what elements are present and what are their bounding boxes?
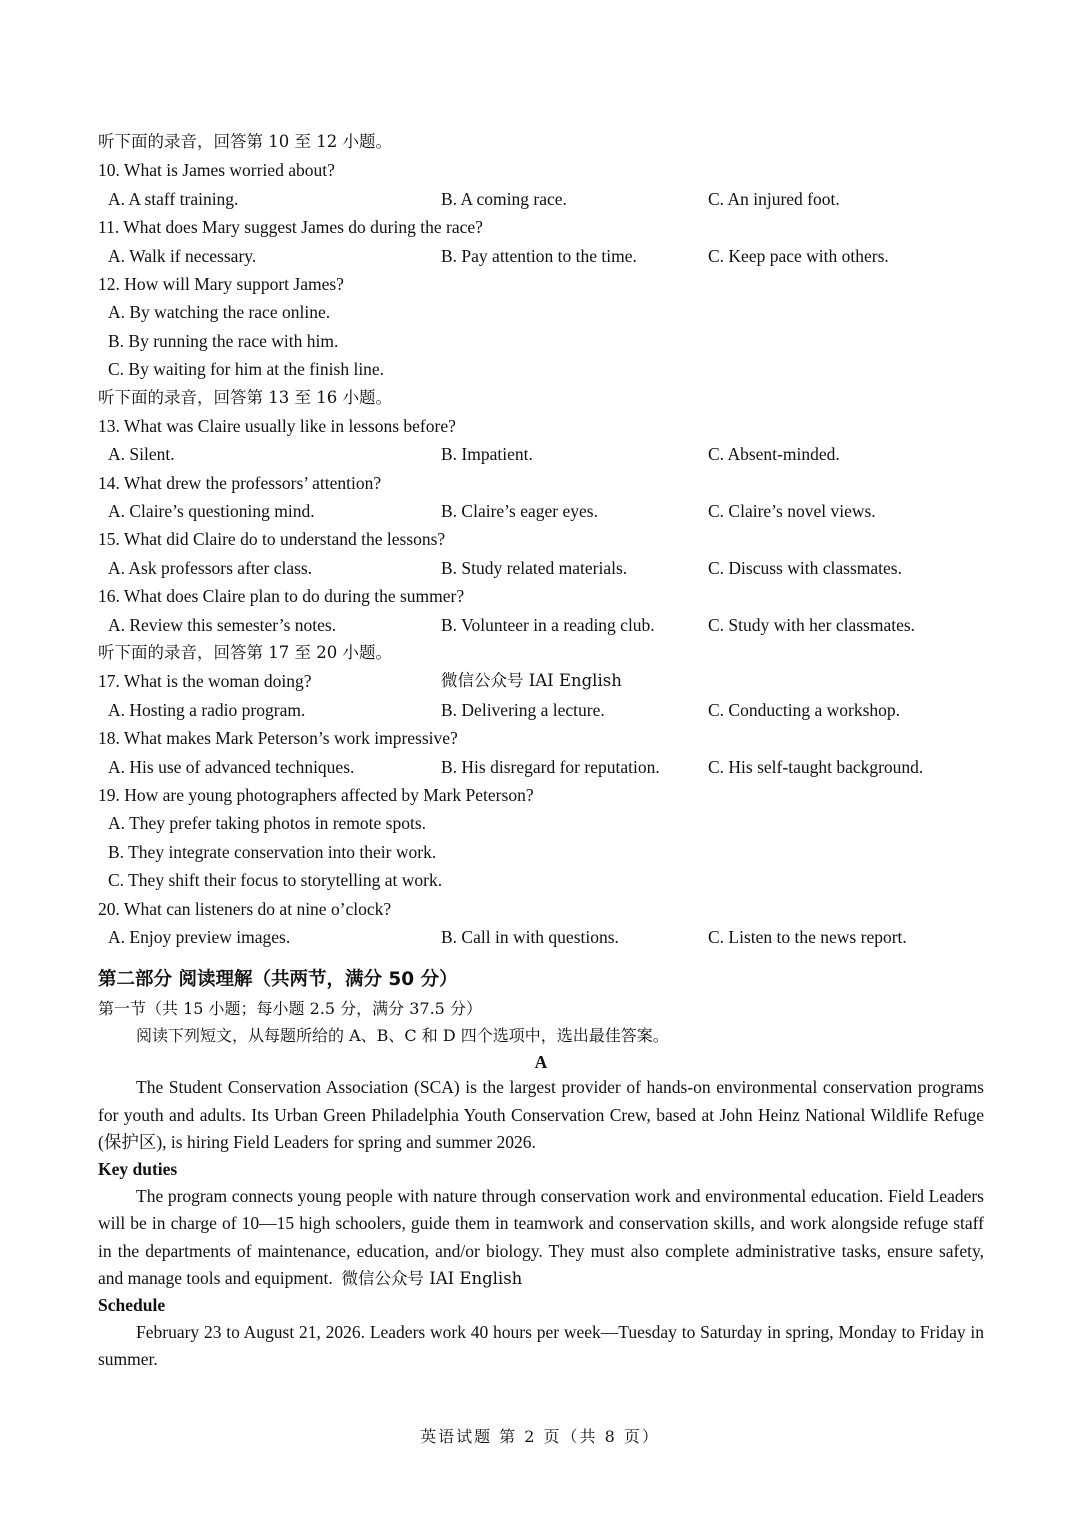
listening-instruction: 听下面的录音，回答第 17 至 20 小题。 — [98, 643, 392, 663]
option-c: C. Study with her classmates. — [708, 614, 916, 635]
listening-instruction: 听下面的录音，回答第 10 至 12 小题。 — [98, 132, 392, 151]
option-a: A. Silent. — [108, 444, 175, 465]
option-b: B. A coming race. — [441, 188, 567, 209]
schedule-heading: Schedule — [98, 1294, 166, 1315]
question-stem: 20. What can listeners do at nine o’clock? — [98, 898, 392, 919]
option-c: C. Claire’s novel views. — [708, 501, 876, 522]
option-a: A. Review this semester’s notes. — [108, 614, 337, 635]
option-b: B. His disregard for reputation. — [441, 756, 660, 777]
option-row — [98, 554, 984, 582]
option-b: B. Volunteer in a reading club. — [441, 614, 655, 635]
option-b: B. Call in with questions. — [441, 926, 619, 947]
question-stem: 18. What makes Mark Peterson’s work impressive? — [98, 728, 458, 749]
option-a: A. Walk if necessary. — [108, 245, 257, 266]
page-footer: 英语试题 第 2 页（共 8 页） — [420, 1427, 660, 1446]
question-stem: 19. How are young photographers affected by Mark Peterson? — [98, 784, 534, 805]
option-a: A. By watching the race online. — [108, 302, 331, 323]
passage-intro: The Student Conservation Association (SCA) is the largest provider of hands-on environmental conservation programs for youth and adults. Its Urban Green Philadelphia Youth Conservation Crew, based at John Heinz National Wildlife Refuge (保护区), is hiring Field Leaders for spring and summer 2026. — [98, 1077, 984, 1152]
question-stem: 17. What is the woman doing? — [98, 671, 312, 692]
question-stem: 13. What was Claire usually like in lessons before? — [98, 415, 456, 436]
option-b: B. By running the race with him. — [108, 330, 339, 351]
option-c: C. By waiting for him at the finish line. — [108, 359, 385, 380]
exam-page — [98, 128, 984, 1374]
key-duties-heading: Key duties — [98, 1158, 178, 1179]
option-c: C. Absent-minded. — [708, 444, 840, 465]
question-stem: 14. What drew the professors’ attention? — [98, 472, 382, 493]
option-b: B. Pay attention to the time. — [441, 245, 637, 266]
option-b: B. Study related materials. — [441, 557, 628, 578]
option-row — [98, 440, 984, 468]
reading-instruction: 阅读下列短文，从每题所给的 A、B、C 和 D 四个选项中，选出最佳答案。 — [136, 1026, 669, 1046]
option-c: C. Conducting a workshop. — [708, 699, 901, 720]
passage-letter: A — [534, 1052, 548, 1073]
part-title: 第二部分 阅读理解（共两节，满分 50 分） — [98, 969, 458, 991]
option-row — [98, 753, 984, 781]
question-stem: 15. What did Claire do to understand the lessons? — [98, 529, 446, 550]
schedule-paragraph: February 23 to August 21, 2026. Leaders work 40 hours per week—Tuesday to Saturday in spring, Monday to Friday in summer. — [98, 1322, 984, 1370]
option-a: A. Hosting a radio program. — [108, 699, 306, 720]
watermark-text: 微信公众号 IAI English — [441, 671, 622, 691]
option-a: A. Ask professors after class. — [108, 557, 313, 578]
option-row — [98, 242, 984, 270]
option-c: C. Listen to the news report. — [708, 926, 907, 947]
option-b: B. Delivering a lecture. — [441, 699, 605, 720]
option-c: C. Keep pace with others. — [708, 245, 889, 266]
option-a: A. Claire’s questioning mind. — [108, 501, 315, 522]
option-b: B. Impatient. — [441, 444, 533, 465]
option-row — [98, 696, 984, 724]
option-c: C. His self-taught background. — [708, 756, 924, 777]
question-stem: 12. How will Mary support James? — [98, 273, 344, 294]
option-a: A. A staff training. — [108, 188, 239, 209]
option-c: C. Discuss with classmates. — [708, 557, 902, 578]
question-stem: 16. What does Claire plan to do during the summer? — [98, 586, 465, 607]
option-b: B. They integrate conservation into their work. — [108, 841, 437, 862]
option-c: C. They shift their focus to storytelling at work. — [108, 870, 443, 891]
option-b: B. Claire’s eager eyes. — [441, 501, 598, 522]
option-a: A. His use of advanced techniques. — [108, 756, 355, 777]
watermark-text: 微信公众号 IAI English — [341, 1268, 523, 1288]
option-row — [98, 497, 984, 525]
option-c: C. An injured foot. — [708, 188, 840, 209]
key-duties-paragraph — [98, 1183, 984, 1292]
option-row — [98, 185, 984, 213]
section-title: 第一节（共 15 小题；每小题 2.5 分，满分 37.5 分） — [98, 999, 482, 1019]
option-a: A. They prefer taking photos in remote spots. — [108, 813, 427, 834]
question-stem: 11. What does Mary suggest James do during the race? — [98, 217, 483, 238]
listening-instruction: 听下面的录音，回答第 13 至 16 小题。 — [98, 387, 392, 407]
question-stem: 10. What is James worried about? — [98, 160, 335, 181]
option-a: A. Enjoy preview images. — [108, 926, 291, 947]
key-duties-text: The program connects young people with nature through conservation work and environmental education. Field Leaders will be in charge of 10—15 high schoolers, guide them in teamwork and conservation skills, and work alongside refuge staff in the departments of maintenance, education, and/or biology. They must also complete administrative tasks, ensure safety, and manage tools and equipment. — [98, 1186, 984, 1288]
question-stem-row — [98, 667, 984, 695]
option-row — [98, 923, 984, 951]
option-row — [98, 611, 984, 639]
